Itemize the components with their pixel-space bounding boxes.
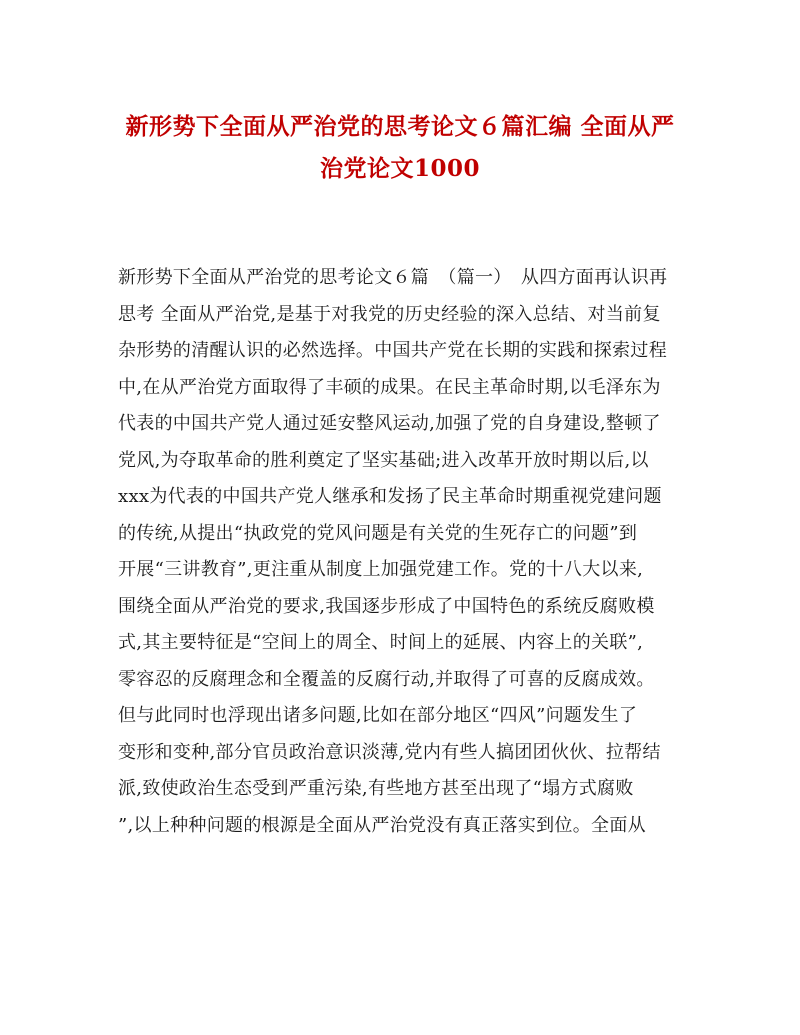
body-line: 杂形势的清醒认识的必然选择。中国共产党在长期的实践和探索过程 [118,340,667,361]
body-line: 代表的中国共产党人通过延安整风运动,加强了党的自身建设,整顿了 [118,413,661,434]
document-body [118,260,688,844]
title-line: 新形势下全面从严治党的思考论文６篇汇编 全面从严 [125,113,675,140]
body-line: 党风,为夺取革命的胜利奠定了坚实基础;进入改革开放时期以后,以 [118,449,649,471]
body-line: 中,在从严治党方面取得了丰硕的成果。在民主革命时期,以毛泽东为 [118,376,661,398]
body-line: 派,致使政治生态受到严重污染,有些地方甚至出现了“塌方式腐败 [118,778,634,799]
body-line: 的传统,从提出“执政党的党风问题是有关党的生死存亡的问题”到 [118,522,638,544]
document-title [100,106,700,190]
body-line: ”,以上种种问题的根源是全面从严治党没有真正落实到位。全面从 [118,814,646,836]
body-line: 新形势下全面从严治党的思考论文６篇 （篇一） 从四方面再认识再 [118,267,668,288]
body-line: 思考 全面从严治党,是基于对我党的历史经验的深入总结、对当前复 [118,303,661,325]
body-line: xxx为代表的中国共产党人继承和发扬了民主革命时期重视党建问题 [118,486,662,507]
body-line: 开展“三讲教育”,更注重从制度上加强党建工作。党的十八大以来, [118,559,644,580]
body-line: 零容忍的反腐理念和全覆盖的反腐行动,并取得了可喜的反腐成效。 [118,668,655,690]
title-line: 治党论文1000 [319,155,480,182]
body-line: 变形和变种,部分官员政治意识淡薄,党内有些人搞团团伙伙、拉帮结 [118,741,661,763]
body-line: 式,其主要特征是“空间上的周全、时间上的延展、内容上的关联”, [118,632,644,653]
body-line: 围绕全面从严治党的要求,我国逐步形成了中国特色的系统反腐败模 [118,595,655,617]
body-line: 但与此同时也浮现出诸多问题,比如在部分地区“四风”问题发生了 [118,705,638,726]
